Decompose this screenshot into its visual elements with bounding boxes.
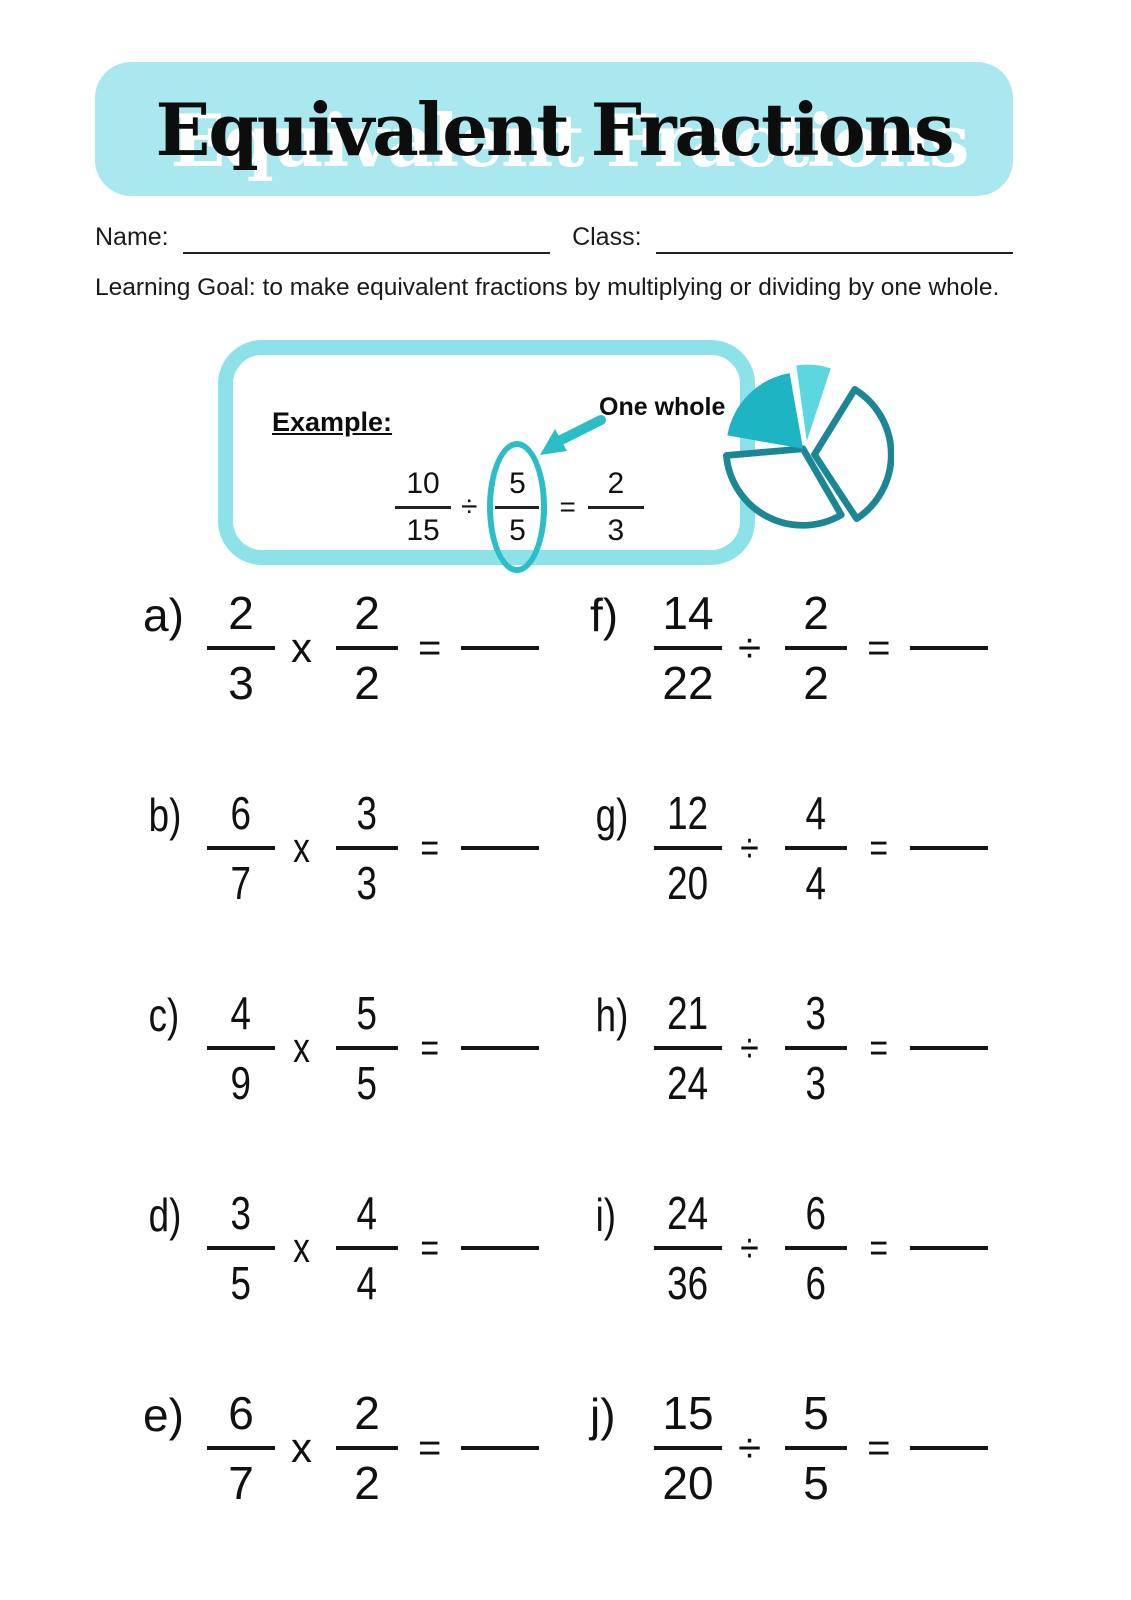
- problem-row: [590, 1348, 1071, 1548]
- equals-sign: =: [867, 625, 891, 670]
- second-fraction: [336, 786, 398, 909]
- divide-operator: ÷: [461, 490, 478, 523]
- first-fraction: [654, 1386, 722, 1509]
- operator: x: [293, 1024, 310, 1071]
- title-banner: [95, 62, 1013, 196]
- denominator: 3: [607, 513, 625, 547]
- problem-row: [590, 1148, 1071, 1348]
- fraction-bar: [654, 1446, 722, 1450]
- fraction-bar: [207, 1246, 275, 1250]
- problem-row: [143, 948, 590, 1148]
- numerator: 5: [509, 467, 526, 500]
- problem-label: a): [143, 589, 184, 641]
- problem-row: [143, 748, 590, 948]
- numerator: 2: [803, 586, 829, 639]
- fraction-bar: [495, 506, 539, 509]
- problem-label: d): [148, 1189, 182, 1241]
- fraction-bar: [395, 506, 451, 509]
- denominator: 7: [230, 857, 252, 909]
- example-heading: Example:: [272, 407, 393, 437]
- problem-row: [590, 748, 1071, 948]
- fraction-bar: [207, 1446, 275, 1450]
- operator: ÷: [738, 624, 762, 671]
- operator: x: [291, 624, 312, 671]
- numerator: 3: [230, 1186, 252, 1239]
- first-fraction: [207, 986, 275, 1109]
- problem-label: i): [595, 1189, 617, 1241]
- operator: ÷: [740, 824, 759, 871]
- numerator: 2: [354, 586, 380, 639]
- numerator: 10: [406, 467, 440, 500]
- equals-sign: =: [418, 625, 442, 670]
- second-fraction: [785, 586, 847, 709]
- answer-blank: [461, 1246, 539, 1250]
- problems-right-column: [590, 548, 1071, 1548]
- problem-label: h): [595, 989, 629, 1041]
- equals-sign: =: [869, 1025, 889, 1070]
- example-box: [218, 340, 755, 565]
- fraction-bar: [654, 1246, 722, 1250]
- first-fraction: [654, 986, 722, 1109]
- second-fraction: [336, 586, 398, 709]
- name-class-row: [95, 220, 1013, 254]
- operator: ÷: [740, 1024, 759, 1071]
- equals-sign: =: [418, 1425, 442, 1470]
- class-label: Class:: [572, 223, 642, 251]
- answer-blank: [910, 846, 988, 850]
- denominator: 36: [667, 1257, 709, 1309]
- pie-chart-icon: [712, 350, 894, 538]
- fraction-bar: [207, 646, 275, 650]
- example-result-fraction: [588, 468, 644, 546]
- answer-blank: [910, 646, 988, 650]
- numerator: 24: [667, 1186, 709, 1239]
- answer-blank: [910, 1446, 988, 1450]
- denominator: 20: [667, 857, 709, 909]
- numerator: 2: [607, 467, 625, 500]
- denominator: 2: [354, 657, 380, 709]
- equals-sign: =: [420, 1225, 440, 1270]
- denominator: 5: [509, 513, 526, 547]
- fraction-bar: [336, 1046, 398, 1050]
- fraction-bar: [336, 1246, 398, 1250]
- numerator: 4: [805, 786, 827, 839]
- denominator: 2: [354, 1457, 380, 1509]
- numerator: 6: [228, 1386, 254, 1439]
- denominator: 5: [803, 1457, 829, 1509]
- numerator: 6: [230, 786, 252, 839]
- problems-grid: [143, 548, 1071, 1548]
- fraction-bar: [785, 1246, 847, 1250]
- first-fraction: [207, 1386, 275, 1509]
- example-section: [218, 340, 898, 570]
- second-fraction: [785, 1186, 847, 1309]
- denominator: 22: [662, 657, 714, 709]
- one-whole-label: One whole: [599, 393, 726, 421]
- answer-blank: [461, 1446, 539, 1450]
- fraction-bar: [588, 506, 644, 509]
- denominator: 9: [230, 1057, 252, 1109]
- answer-blank: [461, 846, 539, 850]
- arrow-icon: [533, 413, 611, 463]
- fraction-bar: [654, 1046, 722, 1050]
- numerator: 6: [805, 1186, 827, 1239]
- equals-sign: =: [869, 1225, 889, 1270]
- problem-label: g): [595, 789, 629, 841]
- numerator: 3: [805, 986, 827, 1039]
- answer-blank: [461, 646, 539, 650]
- numerator: 2: [228, 586, 254, 639]
- fraction-bar: [785, 646, 847, 650]
- denominator: 5: [356, 1057, 378, 1109]
- fraction-bar: [785, 1046, 847, 1050]
- denominator: 2: [803, 657, 829, 709]
- operator: ÷: [740, 1224, 759, 1271]
- denominator: 20: [662, 1457, 714, 1509]
- fraction-bar: [654, 846, 722, 850]
- fraction-bar: [336, 846, 398, 850]
- numerator: 2: [354, 1386, 380, 1439]
- numerator: 3: [356, 786, 378, 839]
- learning-goal-text: Learning Goal: to make equivalent fractions by multiplying or dividing by one whole.: [95, 274, 1000, 301]
- example-fraction-2: [495, 468, 539, 546]
- first-fraction: [654, 786, 722, 909]
- name-label: Name:: [95, 223, 169, 251]
- numerator: 21: [667, 986, 709, 1039]
- denominator: 3: [805, 1057, 827, 1109]
- denominator: 4: [356, 1257, 378, 1309]
- second-fraction: [336, 986, 398, 1109]
- name-fill-line: [183, 224, 550, 254]
- first-fraction: [207, 1186, 275, 1309]
- denominator: 5: [230, 1257, 252, 1309]
- equals-sign: =: [559, 491, 576, 522]
- first-fraction: [207, 586, 275, 709]
- problem-row: [143, 1348, 590, 1548]
- fraction-bar: [336, 1446, 398, 1450]
- denominator: 4: [805, 857, 827, 909]
- fraction-bar: [207, 1046, 275, 1050]
- equals-sign: =: [867, 1425, 891, 1470]
- operator: x: [293, 824, 310, 871]
- fraction-bar: [207, 846, 275, 850]
- first-fraction: [654, 1186, 722, 1309]
- page-title: Equivalent Fractions: [155, 86, 953, 172]
- denominator: 7: [228, 1457, 254, 1509]
- fraction-bar: [336, 646, 398, 650]
- fraction-bar: [654, 646, 722, 650]
- problems-left-column: [143, 548, 590, 1548]
- second-fraction: [785, 986, 847, 1109]
- first-fraction: [654, 586, 722, 709]
- example-fraction-1: [395, 468, 451, 546]
- second-fraction: [785, 786, 847, 909]
- problem-label: f): [590, 589, 619, 641]
- second-fraction: [785, 1386, 847, 1509]
- answer-blank: [910, 1246, 988, 1250]
- denominator: 3: [228, 657, 254, 709]
- problem-label: e): [143, 1389, 184, 1441]
- problem-row: [143, 1148, 590, 1348]
- numerator: 15: [662, 1386, 714, 1439]
- numerator: 5: [803, 1386, 829, 1439]
- denominator: 24: [667, 1057, 709, 1109]
- denominator: 15: [406, 513, 440, 547]
- problem-row: [590, 548, 1071, 748]
- fraction-bar: [785, 846, 847, 850]
- problem-label: b): [148, 789, 182, 841]
- numerator: 4: [230, 986, 252, 1039]
- problem-label: j): [590, 1389, 616, 1441]
- second-fraction: [336, 1186, 398, 1309]
- numerator: 12: [667, 786, 709, 839]
- operator: x: [293, 1224, 310, 1271]
- problem-label: c): [148, 989, 180, 1041]
- numerator: 4: [356, 1186, 378, 1239]
- class-fill-line: [656, 224, 1013, 254]
- numerator: 14: [662, 586, 714, 639]
- first-fraction: [207, 786, 275, 909]
- problem-row: [143, 548, 590, 748]
- problem-row: [590, 948, 1071, 1148]
- second-fraction: [336, 1386, 398, 1509]
- equals-sign: =: [869, 825, 889, 870]
- answer-blank: [910, 1046, 988, 1050]
- equals-sign: =: [420, 1025, 440, 1070]
- numerator: 5: [356, 986, 378, 1039]
- equals-sign: =: [420, 825, 440, 870]
- operator: x: [291, 1424, 312, 1471]
- fraction-bar: [785, 1446, 847, 1450]
- denominator: 3: [356, 857, 378, 909]
- answer-blank: [461, 1046, 539, 1050]
- operator: ÷: [738, 1424, 762, 1471]
- denominator: 6: [805, 1257, 827, 1309]
